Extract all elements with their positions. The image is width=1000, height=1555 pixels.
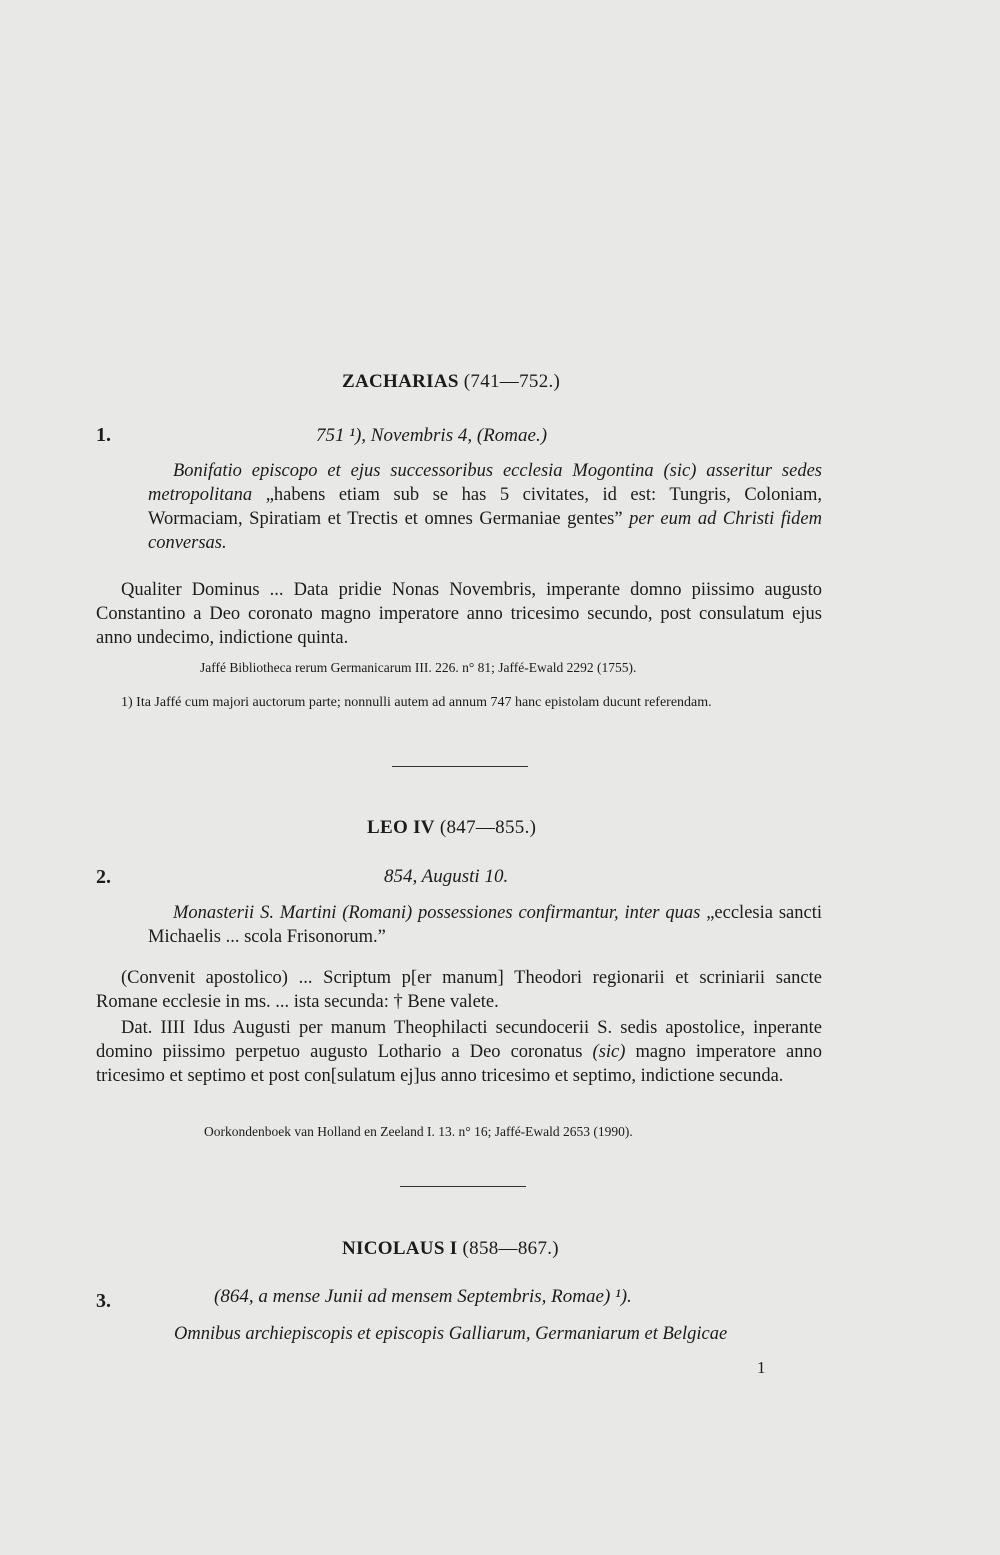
document-text-dating — [96, 1016, 822, 1088]
pope-name: ZACHARIAS — [342, 371, 459, 392]
summary-italic: Bonifatio episcopo et ejus successoribus ecclesia Mogontina (sic) asseritur sedes metropolitana — [148, 461, 822, 505]
section-heading-zacharias — [342, 371, 560, 393]
document-number: 1. — [96, 424, 111, 446]
document-dateline: 751 ¹), Novembris 4, (Romae.) — [316, 425, 548, 446]
section-divider — [392, 766, 528, 767]
section-heading-leo-iv — [367, 817, 536, 839]
document-number: 3. — [96, 1290, 111, 1312]
summary-italic-end: per eum ad Christi fidem conversas. — [148, 509, 822, 553]
document-citation: Jaffé Bibliotheca rerum Germanicarum III. 226. n° 81; Jaffé-Ewald 2292 (1755). — [200, 660, 637, 675]
dating-text: Dat. IIII Idus Augusti per manum Theophilacti secundocerii S. sedis apostolice, inperante domino piissimo perpetuo augusto Lothario a Deo coronatus — [96, 1018, 822, 1062]
document-citation: Oorkondenboek van Holland en Zeeland I. 13. n° 16; Jaffé-Ewald 2653 (1990). — [204, 1124, 633, 1139]
summary-italic: Monasterii S. Martini (Romani) possessiones confirmantur, inter quas — [173, 903, 701, 923]
document-summary — [148, 901, 822, 949]
pope-years: (847—855.) — [439, 817, 537, 838]
document-summary — [174, 1322, 822, 1346]
footnote: 1) Ita Jaffé cum majori auctorum parte; nonnulli autem ad annum 747 hanc epistolam ducunt referendam. — [121, 695, 712, 710]
document-text: (Convenit apostolico) ... Scriptum p[er manum] Theodori regionarii et scriniarii sancte Romane ecclesie in ms. ... ista secunda: † Bene valete. — [96, 968, 822, 1012]
document-summary — [148, 459, 822, 555]
summary-roman: „ecclesia sancti Michaelis ... scola Frisonorum.” — [148, 903, 822, 947]
document-dateline: 854, Augusti 10. — [384, 866, 509, 887]
page-number: 1 — [757, 1358, 766, 1377]
pope-name: LEO IV — [367, 817, 435, 838]
pope-years: (741—752.) — [463, 371, 561, 392]
sic-note: (sic) — [592, 1042, 626, 1062]
pope-years: (858—867.) — [462, 1238, 559, 1259]
summary-roman: „habens etiam sub se has 5 civitates, id est: Tungris, Coloniam, Wormaciam, Spiratiam et Trectis et omnes Germaniae gentes” — [148, 485, 822, 529]
dating-text-end: magno imperatore anno tricesimo et septimo et post con[sulatum ej]us anno tricesimo et septimo, indictione secunda. — [96, 1042, 822, 1086]
section-heading-nicolaus-i — [342, 1238, 559, 1260]
document-number: 2. — [96, 866, 111, 888]
document-text: Qualiter Dominus ... Data pridie Nonas Novembris, imperante domno piissimo augusto Constantino a Deo coronato magno imperatore anno tricesimo secundo, post consulatum ejus anno undecimo, indictione quinta. — [96, 580, 822, 648]
document-dateline: (864, a mense Junii ad mensem Septembris, Romae) ¹). — [214, 1286, 632, 1307]
pope-name: NICOLAUS I — [342, 1238, 458, 1259]
summary-italic: Omnibus archiepiscopis et episcopis Galliarum, Germaniarum et Belgicae — [174, 1324, 728, 1344]
section-divider — [400, 1186, 526, 1187]
